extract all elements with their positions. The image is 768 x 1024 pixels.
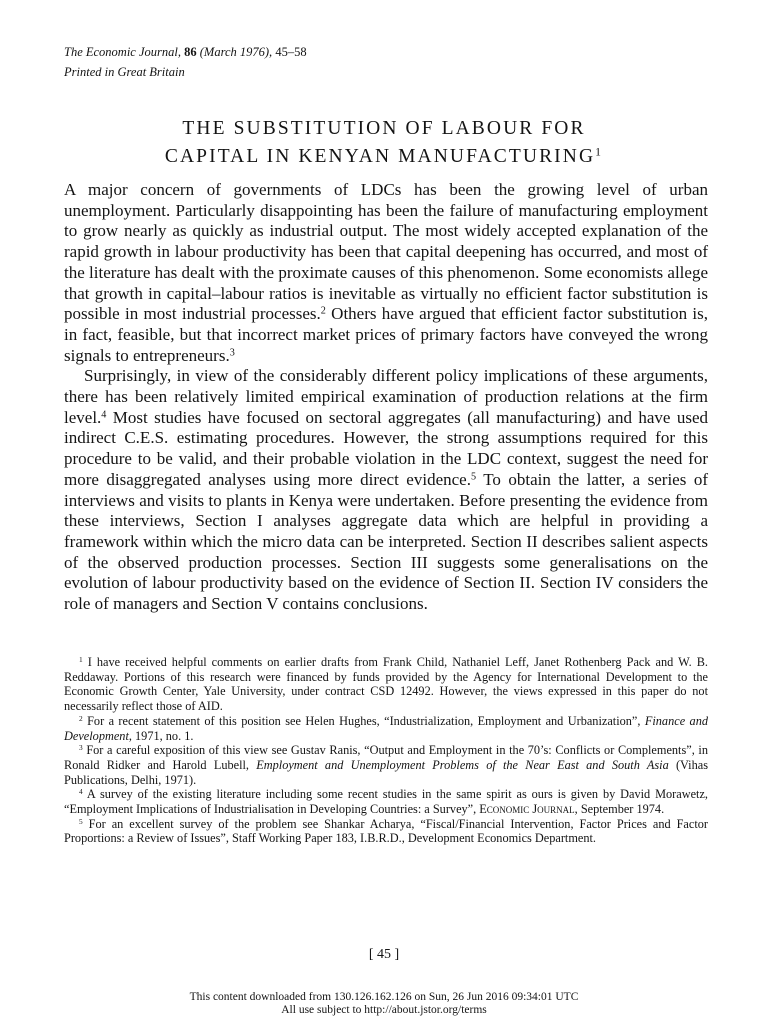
page-range: 45–58 [275,45,307,59]
footnote-mark: 2 [79,713,83,723]
footnote-mark: 5 [79,816,83,826]
journal-citation [64,44,307,60]
paragraph-text: Most studies have focused on sectoral aggregates (all manufacturing) and have used indirect C.E.S. estimating procedures. However, the strong assumptions required for this procedure to be valid, and their probable violation in the LDC context, suggest the need for more disaggregated analyses using more direct evidence. [64,407,708,489]
footnote-mark: 4 [79,787,83,797]
footnote-4 [64,787,708,816]
footnote-book-title: Employment and Unemployment Problems of the Near East and South Asia [256,757,669,772]
journal-volume: 86 [184,45,197,59]
printed-note: Printed in Great Britain [64,65,185,79]
footnote-text: I have received helpful comments on earlier drafts from Frank Child, Nathaniel Leff, Janet Rothenberg Pack and W. B. Reddaway. Portions of this research were financed by funds provided by the Agency for International Development to the Economic Growth Center, Yale University, under contract CSD 12492. However, the views expressed in this paper do not necessarily reflect those of AID. [64,655,708,714]
article-title-line-1: THE SUBSTITUTION OF LABOUR FOR [182,118,586,139]
footnote-ref-1[interactable]: 1 [595,145,604,159]
footnote-ref-2[interactable]: 2 [320,305,326,317]
footnote-journal-name: Economic Journal [479,802,575,817]
footnote-2 [64,714,708,743]
footnote-text: (Vihas Publications, Delhi, 1971). [64,757,708,787]
paragraph-text: Surprisingly, in view of the considerably different policy implications of these arguments, there has been relatively limited empirical examination of production relations at the firm level. [64,366,708,427]
footnote-ref-5[interactable]: 5 [470,471,477,483]
issue-date: (March 1976), [199,45,273,59]
paragraph-text: Others have argued that efficient factor substitution is, in fact, feasible, but that incorrect market prices of primary factors have conveyed the wrong signals to entrepreneurs. [64,304,708,365]
article-body [64,180,708,615]
download-notice: This content downloaded from 130.126.162.126 on Sun, 26 Jun 2016 09:34:01 UTC [189,991,579,1003]
article-title-text: CAPITAL IN KENYAN MANUFACTURING [164,146,596,167]
footnote-text: A survey of the existing literature including some recent studies in the same spirit as ours is given by David Morawetz, “Employment Implications of Industrialisation in Developing Countries: a Survey”, [64,787,708,817]
footnote-text: For an excellent survey of the problem see Shankar Acharya, “Fiscal/Financial Intervention, Factor Prices and Factor Proportions: a Review of Issues”, Staff Working Paper 183, I.B.R.D., Development Economics Department. [64,816,708,846]
footnote-text: , September 1974. [574,802,665,817]
paragraph-1 [64,180,708,366]
footnotes [64,655,708,846]
footnote-text: , 1971, no. 1. [128,728,194,743]
footnote-text: For a careful exposition of this view see Gustav Ranis, “Output and Employment in the 70’s: Conflicts or Complements”, in Ronald Ridker and Harold Lubell, [64,743,708,772]
footnote-ref-3[interactable]: 3 [229,347,235,359]
footnote-mark: 3 [79,743,83,753]
footnote-5 [64,817,708,846]
paragraph-2 [64,366,708,614]
article-title-line-2 [64,145,704,169]
paragraph-text: To obtain the latter, a series of interviews and visits to plants in Kenya were undertaken. Before presenting the evidence from these interviews, Section I analyses aggregate data which are helpful in providing a framework within which the micro data can be interpreted. Section II describes salient aspects of the observed production processes. Section III suggests some generalisations on the evolution of labour productivity based on the evidence of Section II. Section IV considers the role of managers and Section V contains conclusions. [64,469,708,614]
footnote-mark: 1 [79,654,83,664]
footnote-journal-title: Finance and Development [64,713,708,743]
footnote-1 [64,655,708,714]
page-number: [ 45 ] [368,947,400,962]
footnote-3 [64,743,708,787]
paragraph-text: A major concern of governments of LDCs has been the growing level of urban unemployment. Particularly disappointing has been the failure of manufacturing employment to grow nearly as quickly as industrial output. The most widely accepted explanation of the rapid growth in labour productivity has been that capital deepening has occurred, and most of the literature has dealt with the proximate causes of this phenomenon. Some economists allege that growth in capital–labour ratios is inevitable as virtually no efficient factor substitution is possible in most industrial processes. [64,180,708,324]
footnote-ref-4[interactable]: 4 [101,409,107,421]
footnote-text: For a recent statement of this position see Helen Hughes, “Industrialization, Employment and Urbanization”, [82,713,645,728]
journal-name: The Economic Journal, [64,45,181,59]
terms-link[interactable]: All use subject to http://about.jstor.org/terms [281,1004,487,1016]
